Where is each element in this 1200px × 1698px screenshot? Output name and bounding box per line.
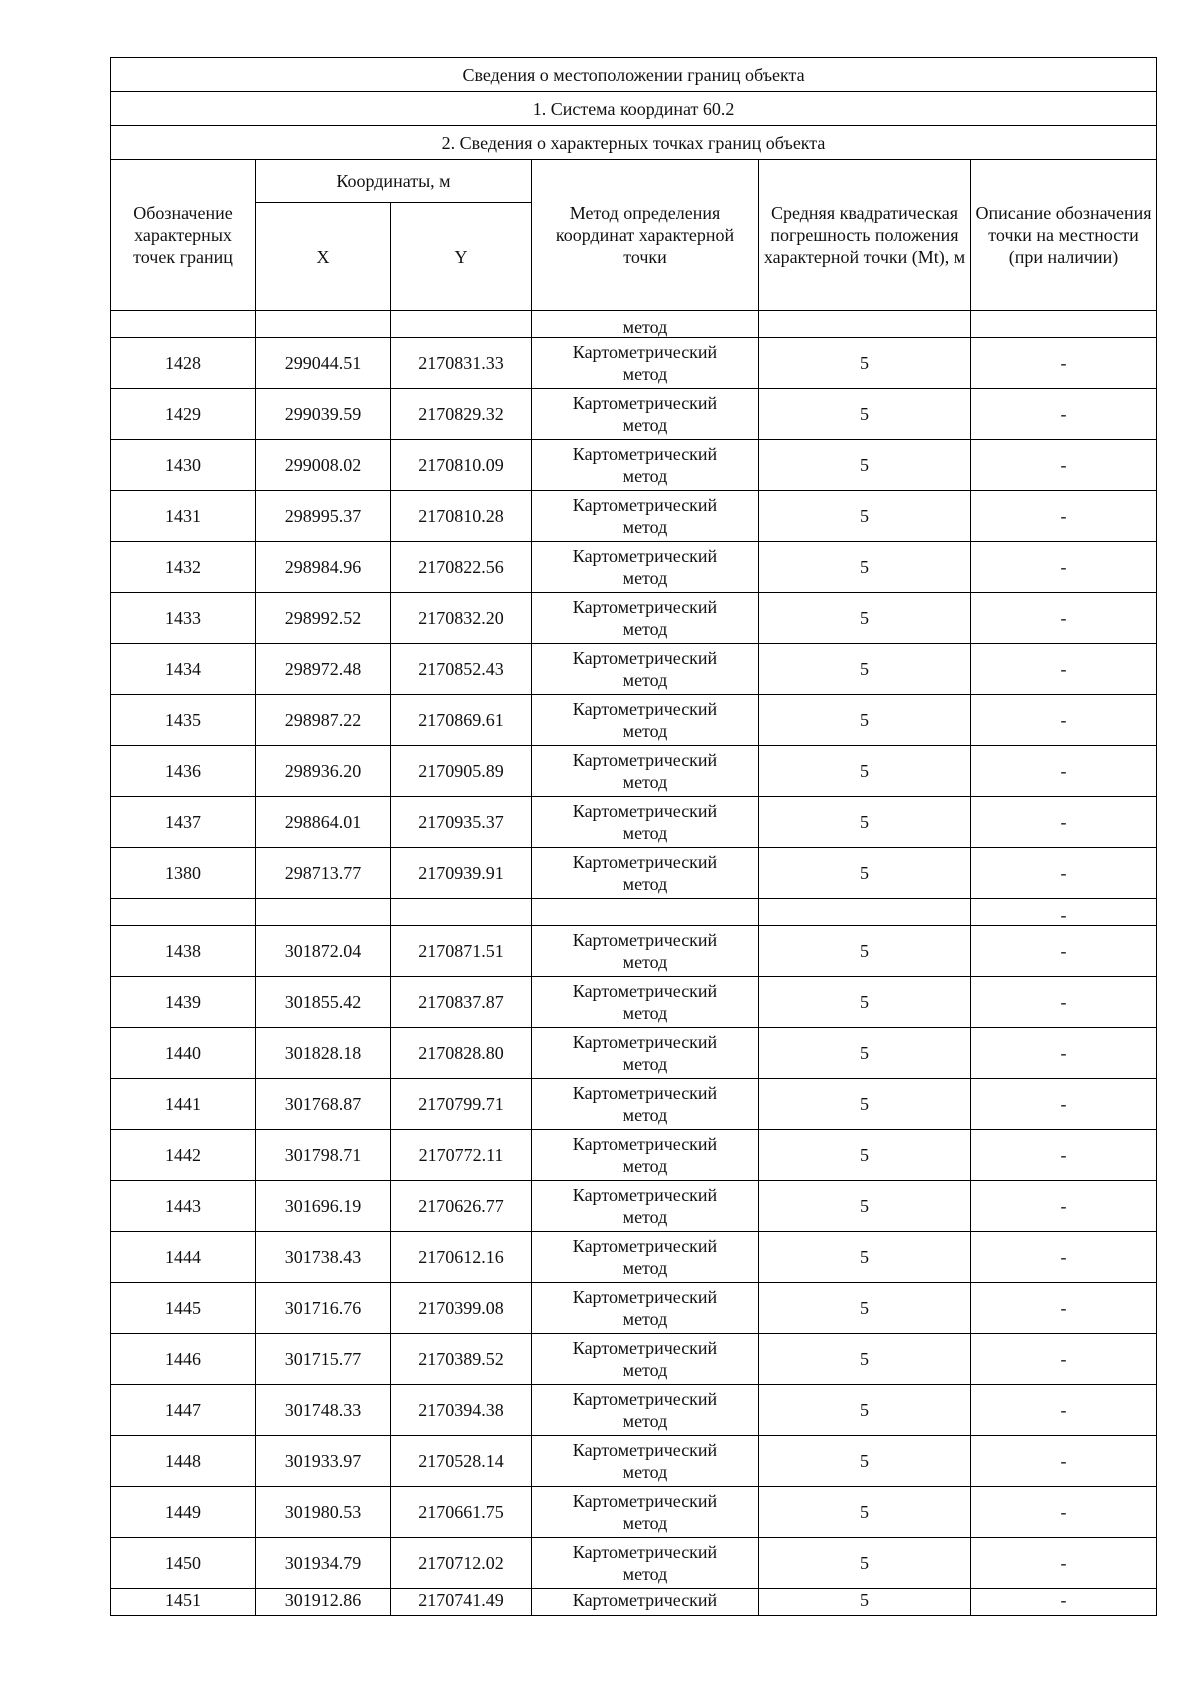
point-id: 1432 [111,542,256,593]
method-cell [532,1385,759,1436]
method-cell [532,1283,759,1334]
method-line-2: метод [622,1360,668,1380]
method-line-2: метод [622,1309,668,1329]
description: - [971,1436,1157,1487]
method-cell [532,644,759,695]
point-id: 1441 [111,1079,256,1130]
method-cell [532,695,759,746]
coord-x: 299039.59 [256,389,391,440]
error-value: 5 [759,491,971,542]
continuation-row [111,311,1157,338]
method-cell [532,1028,759,1079]
point-id: 1438 [111,926,256,977]
coord-x: 301828.18 [256,1028,391,1079]
header-coords: Координаты, м [256,160,532,203]
method-line-1: Картометрический [572,1236,718,1256]
coordinate-system-row [111,92,1157,126]
error-value: 5 [759,1232,971,1283]
method-line-1: Картометрический [572,393,718,413]
coord-x: 301768.87 [256,1079,391,1130]
method-line-1: Картометрический [572,1287,718,1307]
table-row [111,848,1157,899]
description: - [971,593,1157,644]
coord-x: 301912.86 [256,1589,391,1616]
coord-x: 298936.20 [256,746,391,797]
method-line-1: Картометрический [572,1185,718,1205]
coord-y: 2170871.51 [391,926,532,977]
coord-x: 301933.97 [256,1436,391,1487]
coord-y: 2170852.43 [391,644,532,695]
point-id: 1449 [111,1487,256,1538]
method-line-1: Картометрический [572,930,718,950]
coord-x: 301748.33 [256,1385,391,1436]
coord-y: 2170905.89 [391,746,532,797]
description: - [971,1589,1157,1616]
separator-row [111,899,1157,926]
method-cell [532,440,759,491]
coord-y: 2170869.61 [391,695,532,746]
method-cell [532,797,759,848]
method-line-2: метод [622,364,668,384]
coord-x: 298713.77 [256,848,391,899]
method-line-2: метод [622,1258,668,1278]
error-value: 5 [759,440,971,491]
method-cell [532,848,759,899]
error-value: 5 [759,1028,971,1079]
method-cell [532,1130,759,1181]
coord-y: 2170810.28 [391,491,532,542]
point-id: 1445 [111,1283,256,1334]
point-id: 1442 [111,1130,256,1181]
error-value: 5 [759,1436,971,1487]
section-title-row [111,126,1157,160]
coord-x: 301980.53 [256,1487,391,1538]
table-row [111,338,1157,389]
coord-y: 2170831.33 [391,338,532,389]
error-value: 5 [759,1385,971,1436]
header-row-1 [111,160,1157,203]
header-x: X [256,203,391,311]
error-value: 5 [759,542,971,593]
coord-y: 2170741.49 [391,1589,532,1616]
method-cell [532,1079,759,1130]
table-row [111,644,1157,695]
error-value: 5 [759,1334,971,1385]
point-id: 1451 [111,1589,256,1616]
coord-y: 2170394.38 [391,1385,532,1436]
table-row [111,1385,1157,1436]
error-value: 5 [759,1130,971,1181]
coord-x: 298972.48 [256,644,391,695]
method-line-1: Картометрический [572,1338,718,1358]
coord-y: 2170799.71 [391,1079,532,1130]
point-id: 1448 [111,1436,256,1487]
method-cell [532,1436,759,1487]
coord-y: 2170399.08 [391,1283,532,1334]
coord-x: 298992.52 [256,593,391,644]
coord-x: 301934.79 [256,1538,391,1589]
coordinate-system: 1. Система координат 60.2 [111,92,1157,126]
coord-x: 301716.76 [256,1283,391,1334]
table-row [111,1436,1157,1487]
point-id: 1436 [111,746,256,797]
error-value: 5 [759,797,971,848]
coord-y: 2170389.52 [391,1334,532,1385]
table-row [111,389,1157,440]
description: - [971,389,1157,440]
table-row-last [111,1589,1157,1616]
table-row [111,1181,1157,1232]
description: - [971,1181,1157,1232]
description: - [971,1487,1157,1538]
method-cell [532,542,759,593]
coord-x: 298984.96 [256,542,391,593]
coord-y: 2170939.91 [391,848,532,899]
description: - [971,644,1157,695]
description: - [971,848,1157,899]
description: - [971,1130,1157,1181]
method-line-2: метод [622,1411,668,1431]
coord-x: 301715.77 [256,1334,391,1385]
table-row [111,746,1157,797]
method-line-2: метод [622,466,668,486]
method-cell [532,593,759,644]
method-cell [532,977,759,1028]
method-cell [532,338,759,389]
point-id: 1428 [111,338,256,389]
description: - [971,1334,1157,1385]
method-line-2: метод [622,952,668,972]
method-line-1: Картометрический [572,495,718,515]
error-value: 5 [759,695,971,746]
method-line-1: Картометрический [572,1032,718,1052]
method-line-2: метод [622,874,668,894]
method-line-2: метод [622,721,668,741]
table-row [111,1334,1157,1385]
description: - [971,926,1157,977]
coord-x: 301696.19 [256,1181,391,1232]
error-value: 5 [759,746,971,797]
table-row [111,440,1157,491]
point-id: 1433 [111,593,256,644]
method-line-2: метод [622,1054,668,1074]
point-id: 1440 [111,1028,256,1079]
coord-y: 2170829.32 [391,389,532,440]
method-line-1: Картометрический [572,801,718,821]
header-method: Метод определения координат характерной точки [532,160,759,311]
coord-x: 301798.71 [256,1130,391,1181]
error-value: 5 [759,644,971,695]
description: - [971,1028,1157,1079]
point-id: 1446 [111,1334,256,1385]
method-line-2: метод [622,1207,668,1227]
table-title: Сведения о местоположении границ объекта [111,58,1157,92]
header-error: Средняя квадратическая погрешность положения характерной точки (Mt), м [759,160,971,311]
method-cell [532,491,759,542]
method-line-1: Картометрический [572,1389,718,1409]
description: - [971,977,1157,1028]
description: - [971,338,1157,389]
method-line-2: метод [622,619,668,639]
separator-description: - [971,899,1157,926]
error-value: 5 [759,1487,971,1538]
description: - [971,491,1157,542]
title-row [111,58,1157,92]
table-row [111,491,1157,542]
point-id: 1380 [111,848,256,899]
description: - [971,695,1157,746]
point-id: 1434 [111,644,256,695]
coord-y: 2170935.37 [391,797,532,848]
method-line-2: метод [622,1564,668,1584]
coord-y: 2170528.14 [391,1436,532,1487]
method-line-2: метод [622,1513,668,1533]
continuation-method: метод [532,311,759,338]
description: - [971,1079,1157,1130]
error-value: 5 [759,338,971,389]
method-line-2: метод [622,1156,668,1176]
method-line-1: Картометрический [572,1440,718,1460]
header-y: Y [391,203,532,311]
point-id: 1430 [111,440,256,491]
method-line-2: метод [622,415,668,435]
method-cell [532,1538,759,1589]
error-value: 5 [759,1283,971,1334]
error-value: 5 [759,977,971,1028]
method-cell [532,1232,759,1283]
table-row [111,1538,1157,1589]
method-line-2: метод [622,823,668,843]
method-line-1: Картометрический [572,750,718,770]
table-row [111,926,1157,977]
method-line-1: Картометрический [572,342,718,362]
table-row [111,593,1157,644]
method-cell [532,1181,759,1232]
table-row [111,1028,1157,1079]
method-cell [532,926,759,977]
boundary-points-table [110,57,1157,1616]
description: - [971,440,1157,491]
coord-y: 2170712.02 [391,1538,532,1589]
method-line-1: Картометрический [572,444,718,464]
error-value: 5 [759,389,971,440]
method-line-1: Картометрический [572,1134,718,1154]
table-row [111,1130,1157,1181]
description: - [971,1538,1157,1589]
error-value: 5 [759,1079,971,1130]
method-line-1: Картометрический [572,699,718,719]
point-id: 1444 [111,1232,256,1283]
description: - [971,1232,1157,1283]
description: - [971,1385,1157,1436]
method-cell [532,1487,759,1538]
table-row [111,542,1157,593]
coord-x: 299008.02 [256,440,391,491]
coord-x: 301872.04 [256,926,391,977]
coord-y: 2170661.75 [391,1487,532,1538]
method-line-2: метод [622,517,668,537]
description: - [971,542,1157,593]
coord-y: 2170772.11 [391,1130,532,1181]
coord-y: 2170822.56 [391,542,532,593]
method-line-1: Картометрический [572,981,718,1001]
coord-y: 2170810.09 [391,440,532,491]
table-row [111,797,1157,848]
table-row [111,1283,1157,1334]
coord-y: 2170832.20 [391,593,532,644]
point-id: 1450 [111,1538,256,1589]
coord-x: 298864.01 [256,797,391,848]
method-line-2: метод [622,1462,668,1482]
method-line-1: Картометрический [572,546,718,566]
method-cell [532,389,759,440]
description: - [971,797,1157,848]
description: - [971,746,1157,797]
table-row [111,695,1157,746]
point-id: 1439 [111,977,256,1028]
coord-x: 301738.43 [256,1232,391,1283]
method-cell [532,1334,759,1385]
point-id: 1429 [111,389,256,440]
error-value: 5 [759,593,971,644]
table-row [111,1487,1157,1538]
coord-x: 299044.51 [256,338,391,389]
method-line-2: метод [622,772,668,792]
table-row [111,977,1157,1028]
header-point: Обозначение характерных точек границ [111,160,256,311]
method-line-2: метод [622,568,668,588]
section-title: 2. Сведения о характерных точках границ объекта [111,126,1157,160]
coord-y: 2170612.16 [391,1232,532,1283]
point-id: 1447 [111,1385,256,1436]
header-description: Описание обозначения точки на местности (при наличии) [971,160,1157,311]
point-id: 1437 [111,797,256,848]
coord-y: 2170837.87 [391,977,532,1028]
method-line-2: метод [622,1003,668,1023]
method-line-2: метод [622,670,668,690]
method-line-2: метод [622,1105,668,1125]
method-line-1: Картометрический [572,1491,718,1511]
coord-x: 298995.37 [256,491,391,542]
error-value: 5 [759,1181,971,1232]
coord-y: 2170626.77 [391,1181,532,1232]
method-line-1: Картометрический [572,648,718,668]
point-id: 1443 [111,1181,256,1232]
method-line-1: Картометрический [572,1083,718,1103]
method-line-1: Картометрический [572,1542,718,1562]
document-page [110,57,1156,1616]
coord-x: 301855.42 [256,977,391,1028]
method-line-1: Картометрический [572,597,718,617]
coord-x: 298987.22 [256,695,391,746]
table-row [111,1079,1157,1130]
table-body [111,311,1157,1616]
point-id: 1435 [111,695,256,746]
method-line-1: Картометрический [572,852,718,872]
method-cell: Картометрический [532,1589,759,1616]
point-id: 1431 [111,491,256,542]
error-value: 5 [759,926,971,977]
coord-y: 2170828.80 [391,1028,532,1079]
error-value: 5 [759,848,971,899]
error-value: 5 [759,1538,971,1589]
description: - [971,1283,1157,1334]
error-value: 5 [759,1589,971,1616]
method-cell [532,746,759,797]
table-row [111,1232,1157,1283]
